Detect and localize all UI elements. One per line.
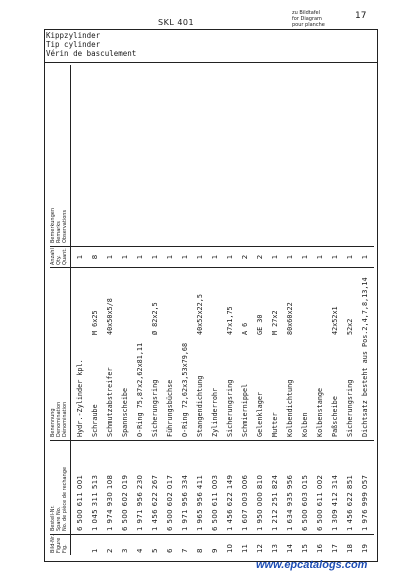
description: Kolben <box>301 412 309 437</box>
quantity: 1 <box>151 254 159 260</box>
quantity: 8 <box>91 254 99 260</box>
table-row <box>342 65 358 555</box>
table-row <box>87 65 103 555</box>
part-number: 1 309 412 314 <box>331 474 339 531</box>
quantity: 1 <box>301 254 309 260</box>
fig-number: 11 <box>241 544 249 553</box>
specification: Ø 82x2,5 <box>151 302 159 335</box>
title-en: Tip cylinder <box>46 40 101 49</box>
part-number: 1 974 930 108 <box>106 474 114 531</box>
quantity: 1 <box>166 254 174 260</box>
quantity: 1 <box>136 254 144 260</box>
quantity: 1 <box>121 254 129 260</box>
header-part-no: Bestell-Nr. Spare No. No. de pièce de rechange <box>50 466 68 531</box>
table-row <box>357 65 373 555</box>
title-block <box>46 31 136 58</box>
table-row <box>117 65 133 555</box>
part-number: 1 456 622 851 <box>346 474 354 531</box>
part-number: 6 500 611 001 <box>76 474 84 531</box>
description: Führungsbüchse <box>166 379 174 437</box>
fig-number: 4 <box>136 548 144 553</box>
fig-number: 3 <box>121 548 129 553</box>
fig-number: 15 <box>301 544 309 553</box>
description: Sicherungsring <box>346 379 354 437</box>
table-row <box>147 65 163 555</box>
specification: M 6x25 <box>91 310 99 335</box>
description: Schmutzabstreifer <box>106 367 114 437</box>
parts-table <box>50 65 374 555</box>
fig-number: 19 <box>361 544 369 553</box>
fig-number: 17 <box>331 544 339 553</box>
table-row <box>177 65 193 555</box>
description: Sicherungsring <box>151 379 159 437</box>
specification: A 6 <box>241 322 249 335</box>
quantity: 1 <box>316 254 324 260</box>
table-row <box>192 65 208 555</box>
fig-number: 16 <box>316 544 324 553</box>
fig-number: 14 <box>286 544 294 553</box>
plate-reference <box>292 10 325 28</box>
description: Kolbenstange <box>316 387 324 437</box>
description: Paßscheibe <box>331 396 339 437</box>
specification: 47x1,75 <box>226 306 234 335</box>
table-row <box>267 65 283 555</box>
quantity: 1 <box>106 254 114 260</box>
quantity: 2 <box>256 254 264 260</box>
table-row <box>252 65 268 555</box>
part-number: 6 500 611 003 <box>211 474 219 531</box>
title-fr: Vérin de basculement <box>46 49 137 58</box>
quantity: 1 <box>271 254 279 260</box>
part-number: 1 971 956 230 <box>136 474 144 531</box>
description: Mutter <box>271 412 279 437</box>
specification: 80x60x22 <box>286 302 294 335</box>
description: Stangendichtung <box>196 375 204 437</box>
quantity: 1 <box>286 254 294 260</box>
part-number: 1 045 311 513 <box>91 474 99 531</box>
fig-number: 7 <box>181 548 189 553</box>
part-number: 1 456 622 149 <box>226 474 234 531</box>
part-number: 6 500 602 017 <box>166 474 174 531</box>
fig-number: 8 <box>196 548 204 553</box>
part-number: 1 965 956 411 <box>196 474 204 531</box>
watermark: www.epcatalogs.com <box>256 559 368 571</box>
table-row <box>72 65 88 555</box>
part-number: 1 950 000 810 <box>256 474 264 531</box>
part-number: 1 607 003 006 <box>241 474 249 531</box>
table-row <box>132 65 148 555</box>
fig-number: 18 <box>346 544 354 553</box>
fig-number: 12 <box>256 544 264 553</box>
fig-number: 5 <box>151 548 159 553</box>
specification: M 27x2 <box>271 310 279 335</box>
fig-number: 1 <box>91 548 99 553</box>
part-number: 1 212 251 824 <box>271 474 279 531</box>
part-number: 6 500 602 019 <box>121 474 129 531</box>
part-number: 1 634 935 956 <box>286 474 294 531</box>
quantity: 1 <box>331 254 339 260</box>
table-row <box>327 65 343 555</box>
fig-number: 10 <box>226 544 234 553</box>
specification: 40x50x5/8 <box>106 298 114 335</box>
page-code: SKL 401 <box>158 18 195 27</box>
frame-right-rule <box>377 29 378 562</box>
fig-number: 6 <box>166 548 174 553</box>
title-top-rule <box>44 29 378 30</box>
specification: 52x2 <box>346 318 354 335</box>
description: Gelenklager <box>256 391 264 437</box>
quantity: 1 <box>211 254 219 260</box>
header-quantity: Anzahl Qty. Quant. <box>50 248 68 265</box>
part-number: 6 500 603 015 <box>301 474 309 531</box>
part-number: 1 976 999 057 <box>361 474 369 531</box>
plate-ref-de: zu Bildtafel <box>292 10 321 16</box>
quantity: 1 <box>346 254 354 260</box>
part-number: 1 971 956 334 <box>181 474 189 531</box>
description: Hydr.-Zylinder kpl. <box>76 359 84 437</box>
quantity: 1 <box>196 254 204 260</box>
description: Kolbendichtung <box>286 379 294 437</box>
header-separator <box>70 65 71 555</box>
title-de: Kippzylinder <box>46 31 101 40</box>
part-number: 6 500 611 002 <box>316 474 324 531</box>
parts-table-wrapper <box>50 65 374 555</box>
fig-number: 13 <box>271 544 279 553</box>
table-row <box>162 65 178 555</box>
page-number: 17 <box>355 11 367 21</box>
table-row <box>102 65 118 555</box>
table-row <box>297 65 313 555</box>
description: Schraube <box>91 404 99 437</box>
frame-left-rule <box>44 29 45 562</box>
plate-ref-fr: pour planche <box>292 22 325 28</box>
fig-number: 9 <box>211 548 219 553</box>
table-row <box>312 65 328 555</box>
description: Schmiernippel <box>241 383 249 437</box>
quantity: 1 <box>181 254 189 260</box>
description: Dichtsatz besteht aus Pos.2,4,7,8,13,14 <box>361 277 369 437</box>
specification: GE 30 <box>256 314 264 335</box>
table-row <box>237 65 253 555</box>
header-fig: Bild-Nr. Figure Fig. <box>50 534 68 553</box>
header-remarks: Bemerkungen Remarks Observations <box>50 207 68 243</box>
table-row <box>282 65 298 555</box>
header-description: Benennung Denomination Dénomination <box>50 401 68 437</box>
specification: 40x52x22,5 <box>196 294 204 335</box>
description: O-Ring 72,62x3,53x79,68 <box>181 342 189 437</box>
title-bottom-rule <box>44 62 378 63</box>
fig-number: 2 <box>106 548 114 553</box>
specification: 42x52x1 <box>331 306 339 335</box>
quantity: 1 <box>76 254 84 260</box>
description: Spannscheibe <box>121 387 129 437</box>
table-row <box>207 65 223 555</box>
quantity: 2 <box>241 254 249 260</box>
quantity: 1 <box>361 254 369 260</box>
part-number: 1 456 622 267 <box>151 474 159 531</box>
description: Sicherungsring <box>226 379 234 437</box>
description: Zylinderrohr <box>211 387 219 437</box>
table-row <box>222 65 238 555</box>
quantity: 1 <box>226 254 234 260</box>
description: O-Ring 75,87x2,62x81,11 <box>136 342 144 437</box>
plate-ref-en: for Diagram <box>292 16 322 22</box>
